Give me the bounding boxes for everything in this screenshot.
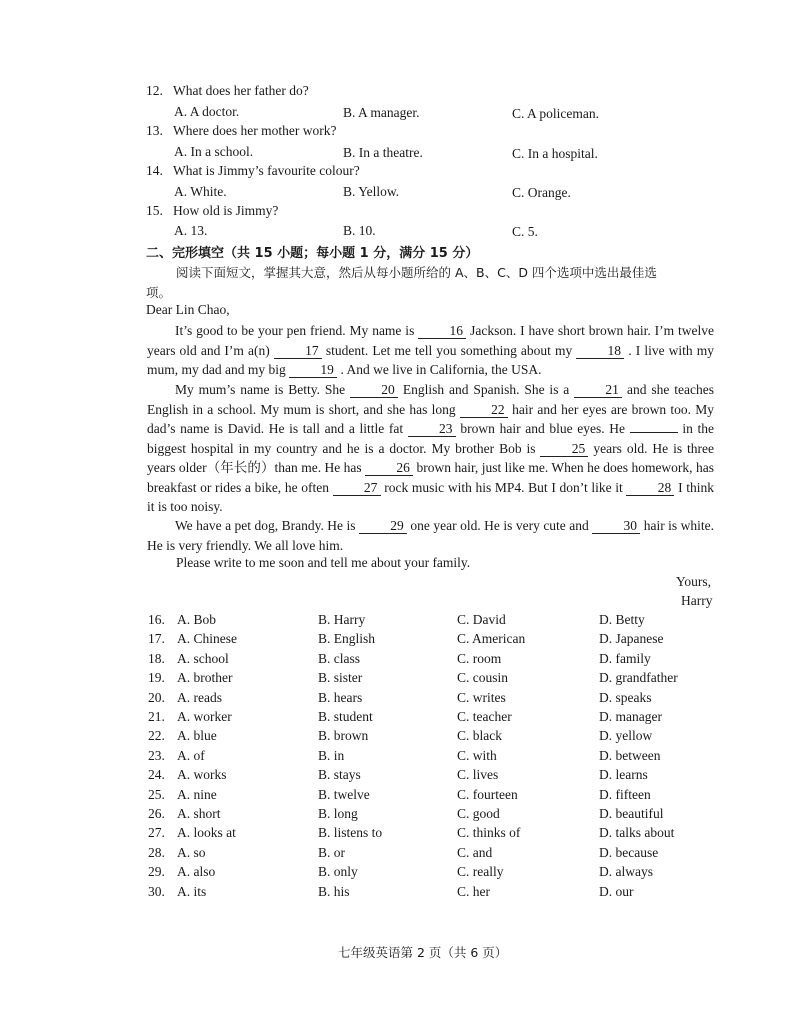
cloze-number: 23. [148,747,165,763]
question-text: How old is Jimmy? [173,203,279,218]
option-c: C. Orange. [512,185,571,200]
cloze-option-a: A. brother [177,670,233,686]
cloze-option-a: A. short [177,806,221,821]
blank-29: 29 [359,518,407,534]
cloze-option-c: C. with [457,747,497,763]
cloze-option-d: D. Betty [599,612,645,627]
blank-17: 17 [274,343,322,359]
cloze-option-c: C. David [457,612,506,627]
section-instruction-cont: 项。 [146,285,172,300]
cloze-option-a: A. school [177,650,229,666]
blank-20: 20 [350,382,398,398]
letter-signature: Harry [681,593,713,608]
option-c: C. A policeman. [512,106,599,121]
text-run: My mum’s name is Betty. She [175,382,350,397]
cloze-option-b: B. English [318,631,376,647]
question-number: 12. [146,83,163,98]
cloze-option-d: D. yellow [599,728,653,744]
question-number: 15. [146,203,163,218]
cloze-option-a: A. looks at [177,825,236,841]
cloze-number: 21. [148,709,165,724]
cloze-option-d: D. family [599,650,651,666]
cloze-option-c: C. her [457,883,490,899]
cloze-option-a: A. reads [177,689,222,705]
letter-paragraph-4: Please write to me soon and tell me about your family. [176,555,471,570]
option-c: C. 5. [512,224,538,239]
option-a: A. In a school. [174,144,254,159]
text-run: student. Let me tell you something about my [321,342,577,358]
cloze-option-a: A. nine [177,786,217,802]
cloze-option-b: B. his [318,883,350,899]
blank-19: 19 [289,362,337,378]
option-a: A. White. [174,184,227,199]
cloze-option-c: C. cousin [457,670,509,686]
text-run: We have a pet dog, Brandy. He is [175,518,359,533]
option-a: A. 13. [174,223,208,238]
blank-21: 21 [574,382,622,398]
letter-paragraph-2 [147,380,714,517]
cloze-option-b: B. or [318,844,345,860]
blank-18: 18 [576,343,624,359]
cloze-option-c: C. American [457,631,526,647]
page-footer: 七年级英语第 2 页（共 6 页） [338,945,508,960]
cloze-number: 22. [148,728,165,744]
cloze-option-a: A. Chinese [177,631,237,647]
text-run: . I live with my mum, my dad and my big [147,342,714,377]
cloze-option-b: B. in [318,747,345,763]
cloze-option-c: C. thinks of [457,825,521,841]
cloze-option-b: B. twelve [318,786,370,802]
text-run: hair and her eyes are brown too. My dad’s name is David. He is tall and a little fat [147,401,714,436]
letter-greeting: Dear Lin Chao, [146,302,230,317]
text-run: It’s good to be your pen friend. My name is [175,323,419,338]
text-run: English and Spanish. She is a [397,382,575,397]
blank-16: 16 [418,323,466,339]
text-run: brown hair and blue eyes. He [455,421,630,436]
cloze-option-b: B. Harry [318,612,366,627]
blank-23: 23 [408,421,456,437]
cloze-option-b: B. student [318,709,373,724]
cloze-option-d: D. Japanese [599,631,664,647]
cloze-option-b: B. sister [318,670,363,686]
cloze-option-c: C. and [457,844,493,860]
blank-30: 30 [592,518,640,534]
text-run: hair is white. He is very friendly. We all love him. [147,518,714,553]
question-number: 13. [146,123,163,138]
blank-24 [630,432,678,433]
cloze-option-a: A. of [177,747,205,763]
cloze-option-d: D. talks about [599,825,675,841]
text-run: brown hair, just like me. When he does homework, has breakfast or rides a bike, he often [147,460,714,495]
option-b: B. A manager. [343,105,420,120]
cloze-option-c: C. teacher [457,709,512,724]
letter-paragraph-1 [147,321,714,380]
cloze-option-a: A. blue [177,728,217,744]
option-c: C. In a hospital. [512,146,598,161]
cloze-number: 29. [148,864,165,880]
cloze-option-d: D. between [599,747,661,763]
cloze-option-b: B. listens to [318,825,383,841]
cloze-number: 17. [148,631,165,647]
cloze-option-c: C. room [457,650,502,666]
letter-paragraph-3 [147,516,714,555]
cloze-number: 16. [148,612,165,627]
cloze-number: 18. [148,650,165,666]
cloze-option-d: D. beautiful [599,806,664,821]
cloze-number: 26. [148,806,165,821]
cloze-option-a: A. its [177,883,207,899]
text-run: I think it is too noisy. [147,479,714,514]
blank-22: 22 [460,402,508,418]
cloze-number: 27. [148,825,165,841]
cloze-option-c: C. writes [457,689,506,705]
cloze-option-c: C. lives [457,767,499,783]
cloze-option-d: D. always [599,864,653,880]
cloze-option-c: C. fourteen [457,786,518,802]
option-b: B. Yellow. [343,184,400,199]
cloze-option-a: A. works [177,767,227,783]
blank-28: 28 [626,480,674,496]
letter-closing: Yours, [676,574,712,589]
cloze-number: 25. [148,786,165,802]
cloze-option-b: B. only [318,864,358,880]
cloze-option-c: C. black [457,728,502,744]
option-b: B. In a theatre. [343,145,423,160]
cloze-option-b: B. brown [318,728,369,744]
section-instruction: 阅读下面短文，掌握其大意，然后从每小题所给的 A、B、C、D 四个选项中选出最佳选 [176,265,657,280]
blank-27: 27 [333,480,381,496]
cloze-option-d: D. fifteen [599,786,651,802]
cloze-number: 30. [148,883,165,899]
question-text: What does her father do? [173,83,309,98]
cloze-option-d: D. learns [599,767,648,783]
cloze-option-b: B. long [318,806,358,821]
cloze-option-b: B. stays [318,767,361,783]
text-run: and she teaches English in a school. My mum is short, and she has long [147,382,714,417]
text-run: rock music with his MP4. But I don’t like it [380,479,627,495]
cloze-option-d: D. speaks [599,689,652,705]
question-text: What is Jimmy’s favourite colour? [173,163,360,178]
cloze-option-b: B. hears [318,689,363,705]
cloze-option-d: D. grandfather [599,670,678,686]
text-run: years old. He is three years older（年长的）than me. He has [147,440,714,475]
option-a: A. A doctor. [174,104,240,119]
cloze-number: 24. [148,767,165,783]
question-number: 14. [146,163,163,178]
text-run: . And we live in California, the USA. [337,362,542,377]
question-text: Where does her mother work? [173,123,337,138]
cloze-option-d: D. manager [599,709,662,724]
text-run: Jackson. I have short brown hair. I’m twelve years old and I’m a(n) [147,323,715,358]
cloze-option-b: B. class [318,650,360,666]
cloze-number: 28. [148,844,165,860]
text-run: one year old. He is very cute and [406,518,593,533]
cloze-option-c: C. really [457,864,504,880]
text-run: in the biggest hospital in my country and he is a doctor. My brother Bob is [147,421,715,456]
blank-26: 26 [365,460,413,476]
option-b: B. 10. [343,223,376,238]
blank-25: 25 [540,441,588,457]
cloze-number: 20. [148,689,165,705]
cloze-option-d: D. our [599,883,634,899]
cloze-option-c: C. good [457,806,500,821]
cloze-option-a: A. worker [177,709,232,724]
section-heading: 二、完形填空（共 15 小题；每小题 1 分，满分 15 分） [146,246,479,261]
cloze-option-d: D. because [599,844,659,860]
cloze-option-a: A. so [177,844,206,860]
cloze-option-a: A. also [177,864,216,880]
cloze-option-a: A. Bob [177,612,217,627]
cloze-number: 19. [148,670,165,686]
